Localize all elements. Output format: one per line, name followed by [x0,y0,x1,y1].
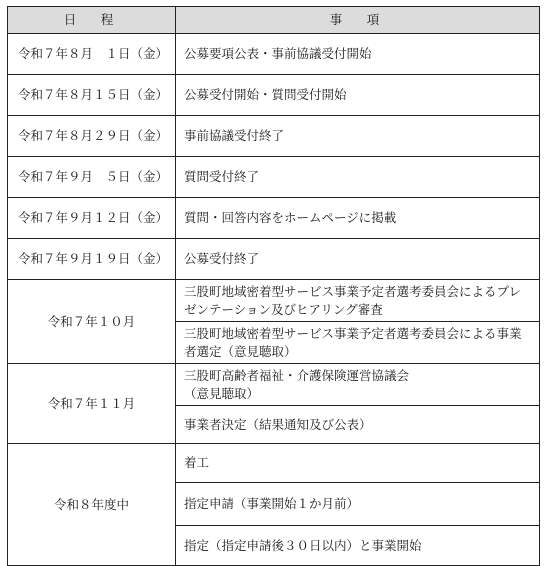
row-item: 公募要項公表・事前協議受付開始 [176,34,540,75]
group-item: 三股町高齢者福祉・介護保険運営協議会 （意見聴取） [176,364,540,406]
row-item: 質問・回答内容をホームページに掲載 [176,198,540,239]
group-item: 着工 [176,444,540,483]
row-date: 令和７年８月２９日（金） [8,116,176,157]
header-item: 事 項 [176,7,540,34]
group-date: 令和７年１１月 [8,364,176,444]
group-item: 指定申請（事業開始１か月前） [176,483,540,526]
table-row [8,75,540,116]
row-date: 令和７年９月１２日（金） [8,198,176,239]
table-row [8,239,540,280]
row-item: 質問受付終了 [176,157,540,198]
group-item: 指定（指定申請後３０日以内）と事業開始 [176,526,540,566]
table-row [8,444,540,483]
table-row [8,280,540,322]
row-date: 令和７年９月 ５日（金） [8,157,176,198]
row-date: 令和７年８月 １日（金） [8,34,176,75]
row-date: 令和７年８月１５日（金） [8,75,176,116]
row-item: 公募受付終了 [176,239,540,280]
row-item: 公募受付開始・質問受付開始 [176,75,540,116]
header-date: 日 程 [8,7,176,34]
group-date: 令和７年１０月 [8,280,176,364]
group-item: 三股町地域密着型サービス事業予定者選考委員会によるプレゼンテーション及びヒアリング審査 [176,280,540,322]
table-row [8,34,540,75]
group-item: 事業者決定（結果通知及び公表） [176,406,540,444]
group-item: 三股町地域密着型サービス事業予定者選考委員会による事業者選定（意見聴取） [176,322,540,364]
row-date: 令和７年９月１９日（金） [8,239,176,280]
table-row [8,157,540,198]
group-date: 令和８年度中 [8,444,176,566]
table-row [8,364,540,406]
table-row [8,198,540,239]
row-item: 事前協議受付終了 [176,116,540,157]
table-row [8,116,540,157]
header-row [8,7,540,34]
schedule-table [7,6,540,566]
